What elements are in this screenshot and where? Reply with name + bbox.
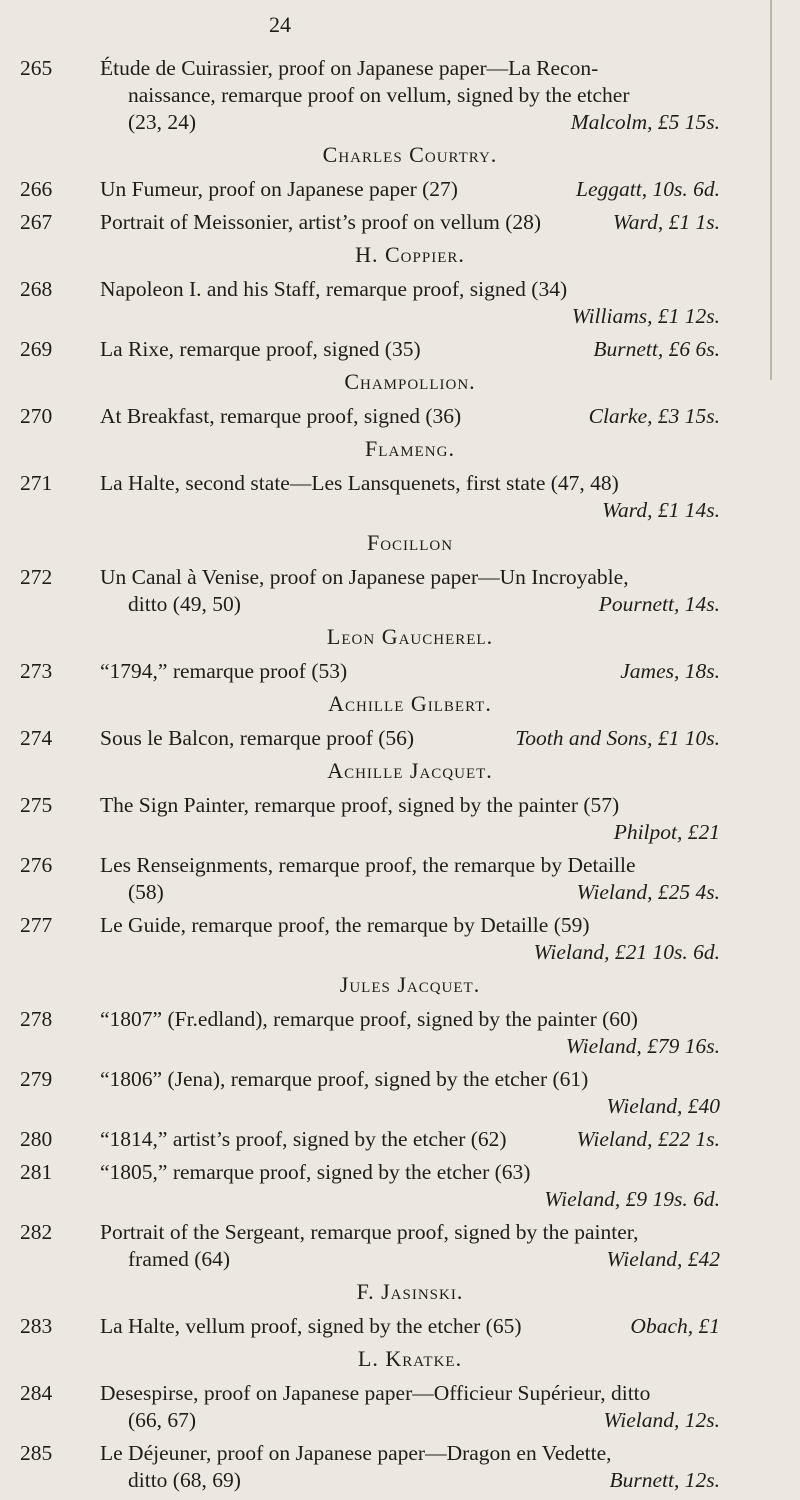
lot-number: 275 [20,793,53,817]
lot-description-line: The Sign Painter, remarque proof, signed by the painter (57) [100,793,620,817]
lot-buyer-price: Wieland, £21 10s. 6d. [533,940,720,964]
lot-entry [20,1159,720,1213]
lot-number: 285 [20,1441,53,1465]
lot-entry [20,1440,720,1494]
lot-list [20,55,720,1500]
lot-final-line [100,1126,720,1153]
artist-heading: L. Kratke. [357,1346,463,1371]
artist-heading: Leon Gaucherel. [326,624,494,649]
lot-number: 268 [20,277,53,301]
lot-description-end: Un Fumeur, proof on Japanese paper (27) [100,177,458,201]
lot-final-line [100,1093,720,1120]
lot-buyer-price: Burnett, 12s. [609,1468,720,1492]
lot-entry [20,209,720,236]
lot-final-line [100,1033,720,1060]
lot-number: 279 [20,1067,53,1091]
artist-heading: Focillon [366,530,454,555]
lot-buyer-price: Williams, £1 12s. [571,304,720,328]
lot-number: 271 [20,471,53,495]
lot-description-line: “1805,” remarque proof, signed by the etcher (63) [100,1160,531,1184]
lot-description-line: Étude de Cuirassier, proof on Japanese paper—La Recon- [100,56,599,80]
lot-buyer-price: Wieland, £79 16s. [565,1034,720,1058]
lot-final-line [100,1407,720,1434]
lot-entry [20,564,720,618]
lot-number: 281 [20,1160,53,1184]
lot-description-end: “1794,” remarque proof (53) [100,659,348,683]
lot-final-line [100,879,720,906]
lot-description-end: ditto (49, 50) [128,592,241,616]
lot-final-line [100,303,720,330]
lot-number: 277 [20,913,53,937]
lot-description-line: Le Guide, remarque proof, the remarque by Detaille (59) [100,913,590,937]
lot-number: 266 [20,177,53,201]
lot-buyer-price: Wieland, £9 19s. 6d. [544,1187,720,1211]
lot-buyer-price: Burnett, £6 6s. [593,337,720,361]
lot-description-line: Un Canal à Venise, proof on Japanese paper—Un Incroyable, [100,565,629,589]
lot-description-end: (58) [128,880,164,904]
lot-description-line: Le Déjeuner, proof on Japanese paper—Dragon en Vedette, [100,1441,612,1465]
lot-final-line [100,1186,720,1213]
lot-entry [20,470,720,524]
page-number: 24 [269,12,291,37]
artist-heading: Achille Jacquet. [327,758,493,783]
lot-entry [20,176,720,203]
lot-description-line: “1807” (Fr.edland), remarque proof, signed by the painter (60) [100,1007,638,1031]
lot-description-end: (23, 24) [128,110,197,134]
lot-entry [20,725,720,752]
lot-description-end: Portrait of Meissonier, artist’s proof on vellum (28) [100,210,542,234]
lot-final-line [100,1246,720,1273]
lot-entry [20,1066,720,1120]
lot-description-line: Desespirse, proof on Japanese paper—Officieur Supérieur, ditto [100,1381,651,1405]
lot-final-line [100,658,720,685]
lot-description-end: ditto (68, 69) [128,1468,241,1492]
lot-number: 284 [20,1381,53,1405]
lot-entry [20,403,720,430]
artist-heading: Achille Gilbert. [328,691,492,716]
lot-description-end: At Breakfast, remarque proof, signed (36) [100,404,462,428]
lot-buyer-price: Ward, £1 1s. [612,210,720,234]
lot-entry [20,658,720,685]
lot-entry [20,336,720,363]
lot-number: 276 [20,853,53,877]
artist-heading: Charles Courtry. [322,142,498,167]
lot-final-line [100,591,720,618]
lot-buyer-price: James, 18s. [620,659,720,683]
lot-entry [20,912,720,966]
lot-number: 278 [20,1007,53,1031]
lot-number: 269 [20,337,53,361]
lot-description-end: La Rixe, remarque proof, signed (35) [100,337,421,361]
lot-buyer-price: Tooth and Sons, £1 10s. [515,726,720,750]
lot-buyer-price: Wieland, £42 [606,1247,720,1271]
lot-description-end: La Halte, vellum proof, signed by the etcher (65) [100,1314,522,1338]
lot-description-end: Sous le Balcon, remarque proof (56) [100,726,415,750]
lot-final-line [100,939,720,966]
lot-description-line: La Halte, second state—Les Lansquenets, first state (47, 48) [100,471,619,495]
lot-final-line [100,725,720,752]
lot-number: 270 [20,404,53,428]
lot-buyer-price: Wieland, £22 1s. [576,1127,720,1151]
lot-entry [20,1126,720,1153]
lot-number: 267 [20,210,53,234]
artist-heading: F. Jasinski. [356,1279,464,1304]
lot-description-line: “1806” (Jena), remarque proof, signed by the etcher (61) [100,1067,589,1091]
lot-number: 280 [20,1127,53,1151]
lot-buyer-price: Wieland, 12s. [603,1408,720,1432]
lot-entry [20,276,720,330]
lot-final-line [100,176,720,203]
lot-description-line: Les Renseignments, remarque proof, the remarque by Detaille [100,853,636,877]
lot-entry [20,1219,720,1273]
lot-buyer-price: Malcolm, £5 15s. [570,110,720,134]
lot-description-end: (66, 67) [128,1408,197,1432]
lot-description-end: “1814,” artist’s proof, signed by the etcher (62) [100,1127,507,1151]
lot-description-line: naissance, remarque proof on vellum, signed by the etcher [128,83,630,107]
lot-final-line [100,497,720,524]
lot-number: 273 [20,659,53,683]
lot-number: 272 [20,565,53,589]
lot-number: 274 [20,726,53,750]
lot-final-line [100,209,720,236]
artist-heading: Champollion. [344,369,476,394]
lot-buyer-price: Wieland, £40 [606,1094,720,1118]
lot-description-line: Portrait of the Sergeant, remarque proof, signed by the painter, [100,1220,639,1244]
lot-entry [20,1380,720,1434]
lot-buyer-price: Clarke, £3 15s. [588,404,720,428]
lot-description-end: framed (64) [128,1247,231,1271]
lot-final-line [100,1313,720,1340]
artist-heading: H. Coppier. [355,242,465,267]
lot-entry [20,852,720,906]
lot-buyer-price: Philpot, £21 [613,820,720,844]
lot-final-line [100,403,720,430]
artist-heading: Flameng. [365,436,455,461]
lot-entry [20,1006,720,1060]
lot-description-line: Napoleon I. and his Staff, remarque proof, signed (34) [100,277,568,301]
lot-buyer-price: Obach, £1 [630,1314,720,1338]
lot-final-line [100,819,720,846]
lot-number: 265 [20,56,53,80]
lot-number: 282 [20,1220,53,1244]
lot-final-line [100,109,720,136]
lot-final-line [100,1467,720,1494]
lot-entry [20,792,720,846]
lot-entry [20,1313,720,1340]
lot-buyer-price: Wieland, £25 4s. [576,880,720,904]
lot-final-line [100,336,720,363]
lot-buyer-price: Pournett, 14s. [598,592,720,616]
lot-number: 283 [20,1314,53,1338]
lot-buyer-price: Leggatt, 10s. 6d. [576,177,720,201]
artist-heading: Jules Jacquet. [339,972,481,997]
lot-entry [20,55,720,136]
lot-buyer-price: Ward, £1 14s. [602,498,720,522]
page-edge-line [770,0,772,380]
